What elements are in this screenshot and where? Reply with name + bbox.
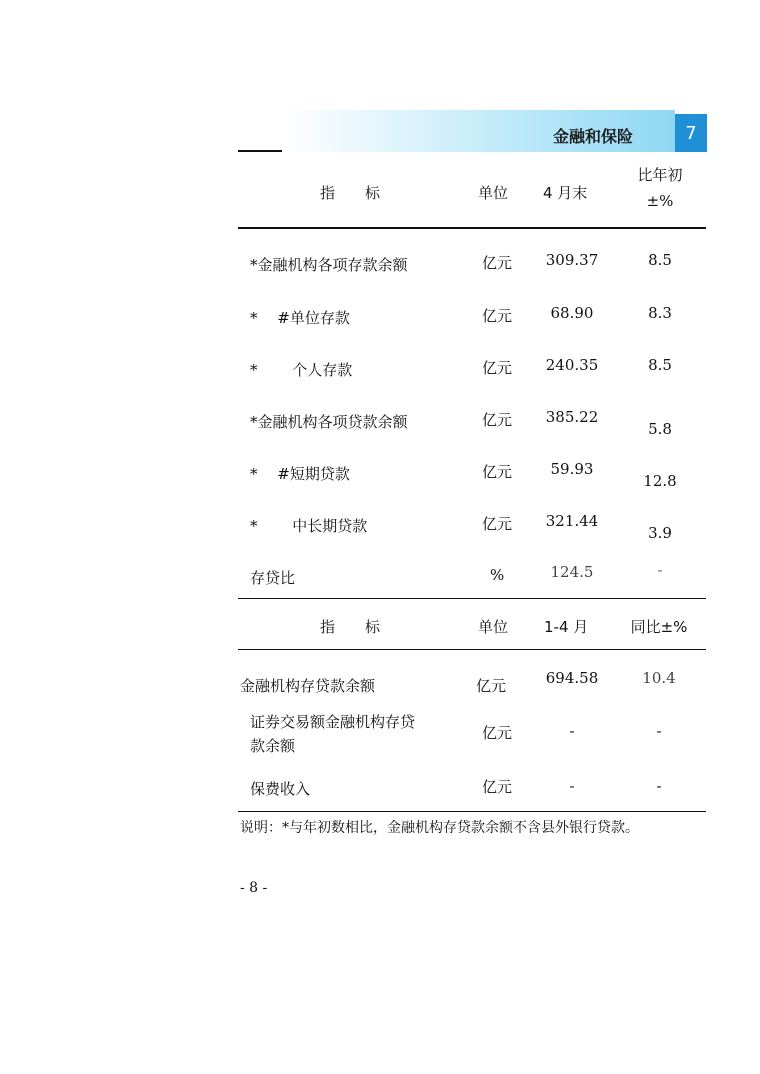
row-unit: 亿元 <box>482 724 513 742</box>
row-unit: 亿元 <box>476 677 507 695</box>
row-name: * #单位存款 <box>250 309 350 327</box>
footnote: 说明：*与年初数相比，金融机构存贷款余额不含县外银行贷款。 <box>240 820 639 836</box>
table1-header-unit: 单位 <box>478 184 509 202</box>
row-name-line2: 款余额 <box>250 737 296 755</box>
row-name: *金融机构各项存款余额 <box>250 256 408 274</box>
row-value: 321.44 <box>545 512 599 530</box>
row-change: 10.4 <box>642 669 676 687</box>
row-value: 59.93 <box>550 460 594 478</box>
table2-header-change: 同比±% <box>630 618 688 636</box>
row-value: 68.90 <box>550 304 594 322</box>
header-rule <box>238 150 282 152</box>
row-name: * 个人存款 <box>250 361 353 379</box>
row-value: - <box>569 777 575 795</box>
row-change: - <box>657 561 663 579</box>
page-number: - 8 - <box>240 880 268 896</box>
row-change: 5.8 <box>648 420 672 438</box>
row-name: * #短期贷款 <box>250 465 350 483</box>
table1-header-change-line2: ±% <box>646 192 674 210</box>
row-unit: 亿元 <box>482 411 513 429</box>
table1-header-indicator: 指 标 <box>320 184 381 202</box>
row-value: 124.5 <box>550 563 594 581</box>
table1-bottom-rule <box>238 598 706 599</box>
table2-header-unit: 单位 <box>478 618 509 636</box>
row-change: 8.3 <box>648 304 672 322</box>
row-name: * 中长期贷款 <box>250 517 368 535</box>
row-name: 存贷比 <box>250 569 296 587</box>
row-value: 240.35 <box>545 356 599 374</box>
table2-bottom-rule <box>238 811 706 812</box>
table2-header-rule <box>238 649 706 650</box>
row-change: - <box>656 722 662 740</box>
row-value: 309.37 <box>545 251 599 269</box>
row-value: 694.58 <box>545 669 599 687</box>
table1-header-period: 4 月末 <box>543 184 588 202</box>
row-name: *金融机构各项贷款余额 <box>250 413 408 431</box>
table2-header-indicator: 指 标 <box>320 618 381 636</box>
row-unit: 亿元 <box>482 307 513 325</box>
row-change: 3.9 <box>648 524 672 542</box>
row-unit: 亿元 <box>482 359 513 377</box>
row-unit: % <box>490 566 505 584</box>
row-change: 8.5 <box>648 251 672 269</box>
row-name-line1: 证券交易额金融机构存贷 <box>250 713 416 731</box>
row-unit: 亿元 <box>482 463 513 481</box>
table1-header-change-line1: 比年初 <box>637 166 683 184</box>
row-value: - <box>569 722 575 740</box>
row-change: 12.8 <box>643 472 677 490</box>
row-value: 385.22 <box>545 408 599 426</box>
table2-header-period: 1-4 月 <box>544 618 589 636</box>
chapter-number-badge: 7 <box>675 114 707 152</box>
row-unit: 亿元 <box>482 515 513 533</box>
row-unit: 亿元 <box>482 254 513 272</box>
table1-header-rule <box>238 227 706 229</box>
row-change: - <box>656 777 662 795</box>
row-change: 8.5 <box>648 356 672 374</box>
section-title: 金融和保险 <box>552 127 633 146</box>
row-name: 金融机构存贷款余额 <box>240 677 376 695</box>
row-name: 保费收入 <box>250 780 311 798</box>
row-unit: 亿元 <box>482 778 513 796</box>
